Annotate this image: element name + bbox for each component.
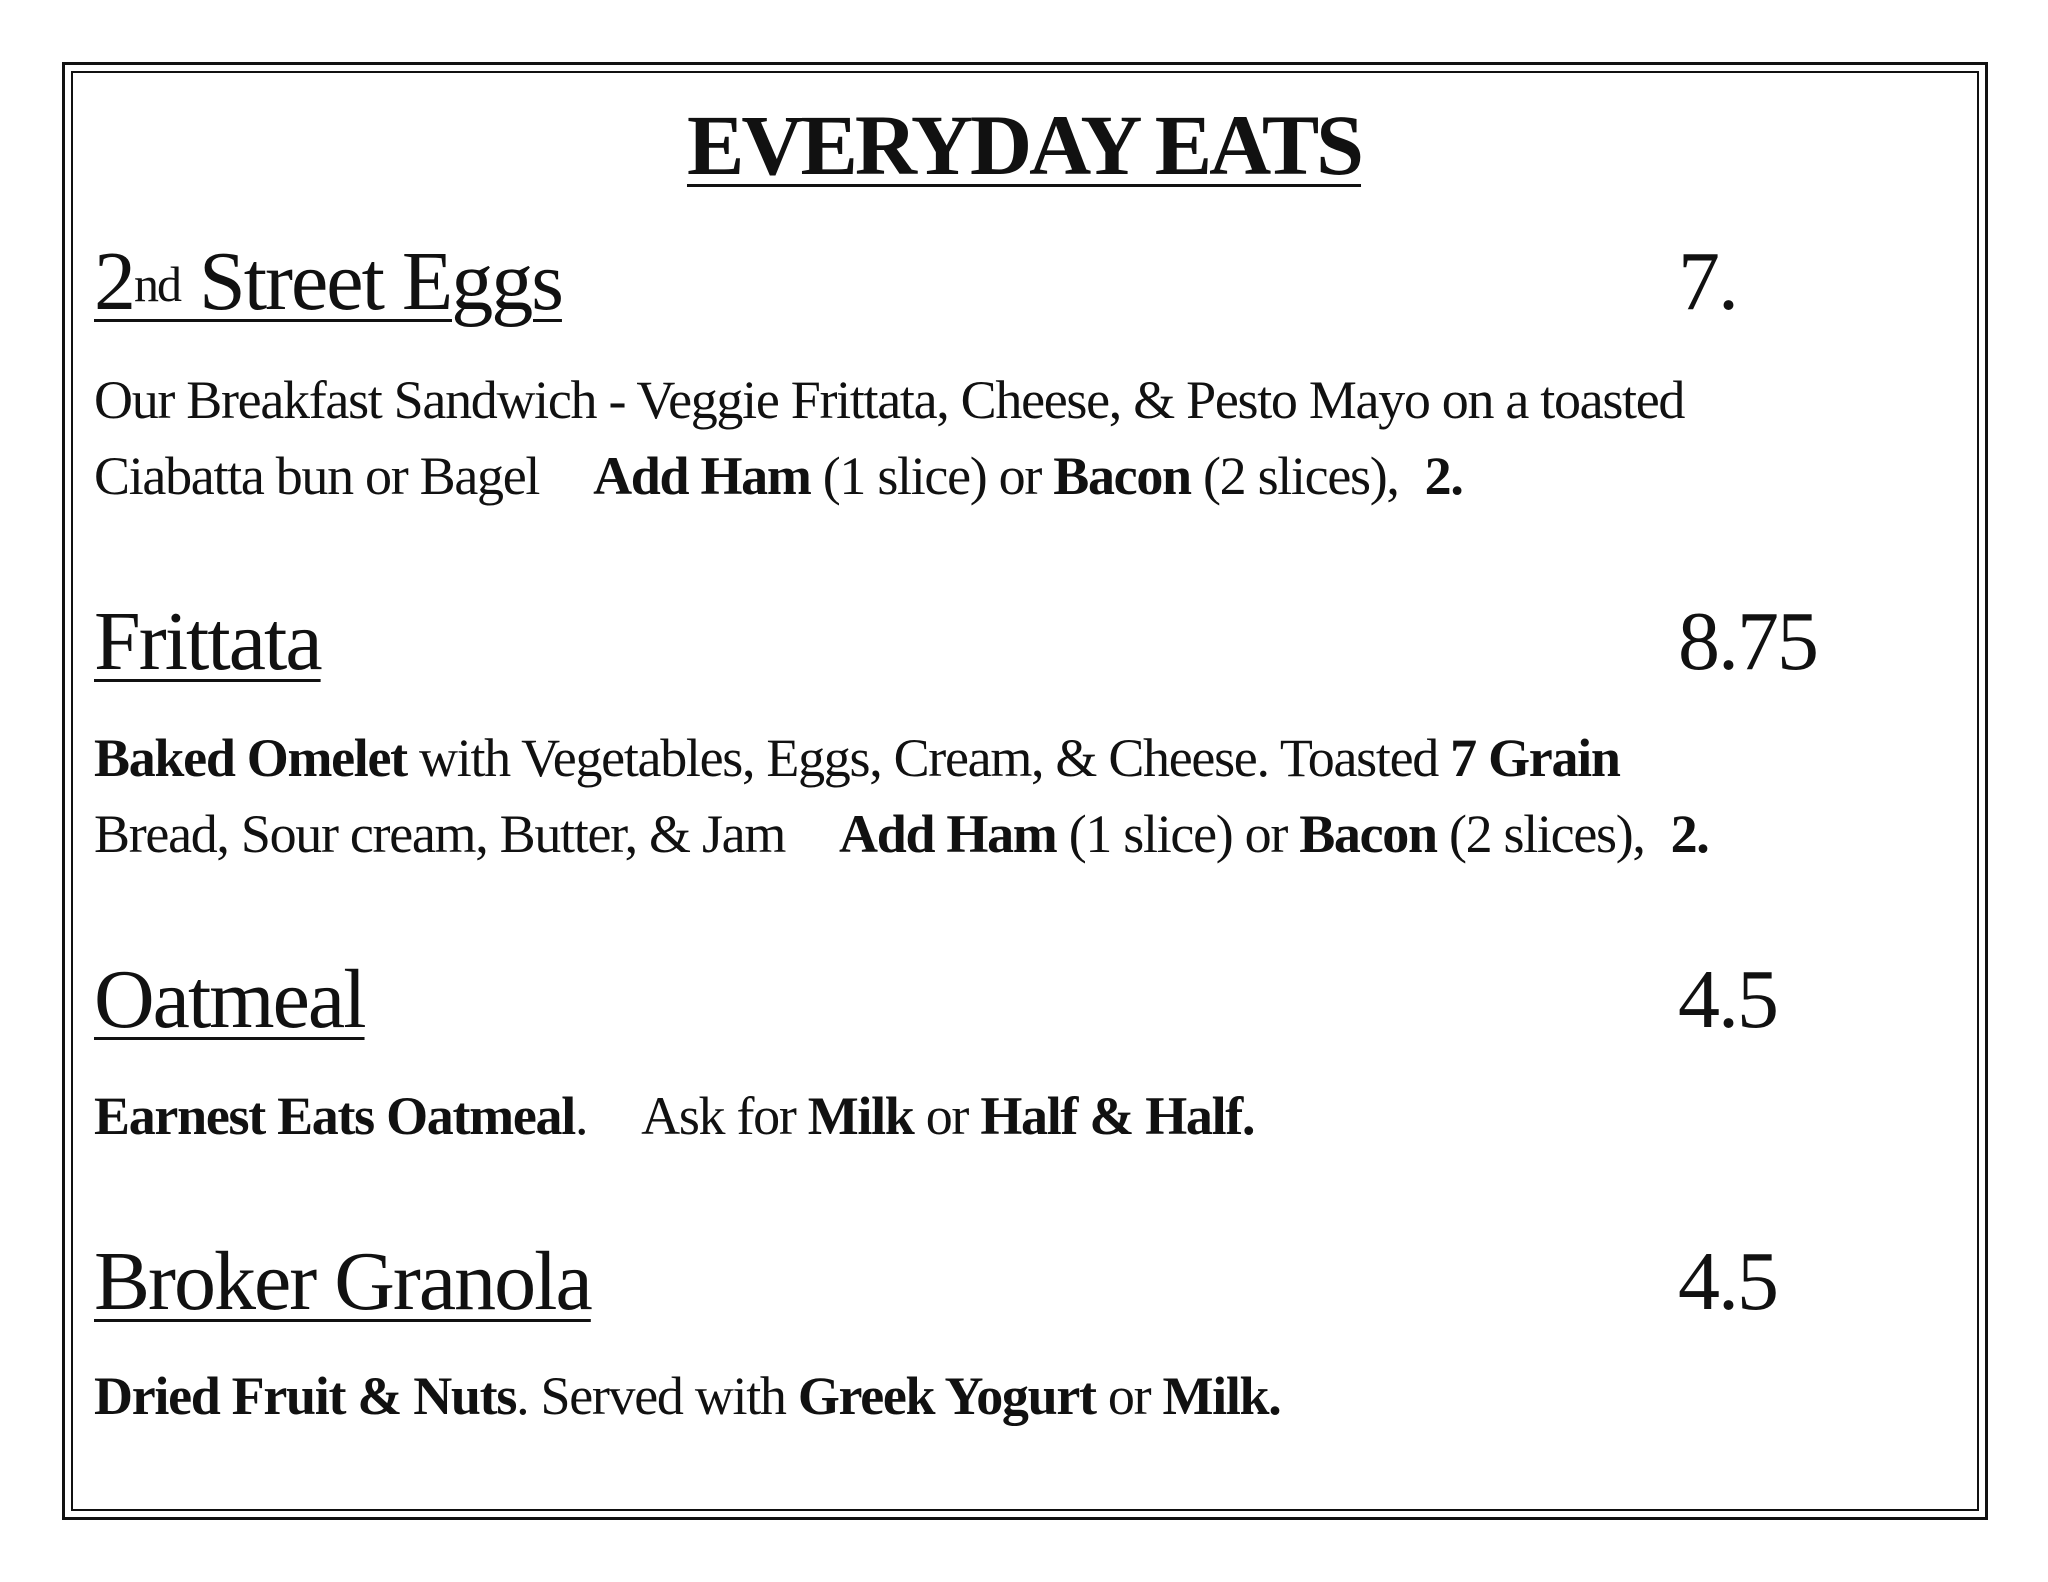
desc-text: . bbox=[574, 1086, 588, 1146]
menu-title bbox=[0, 97, 2048, 193]
item-name-broker-granola-text: Broker Granola bbox=[94, 1235, 591, 1328]
desc-addon-bacon: Bacon bbox=[1053, 446, 1191, 506]
desc-text: Bread, Sour cream, Butter, & Jam bbox=[94, 804, 786, 864]
item-price-broker-granola: 4.5 bbox=[1678, 1235, 1777, 1328]
desc-text: Ask for bbox=[641, 1086, 808, 1146]
item-name-rest: Street Eggs bbox=[180, 235, 562, 328]
desc-highlight: Baked Omelet bbox=[94, 728, 407, 788]
desc-addon-bacon: Bacon bbox=[1299, 804, 1437, 864]
item-name-frittata bbox=[94, 595, 321, 688]
item-price-street-eggs: 7. bbox=[1678, 235, 1737, 328]
item-name-oatmeal bbox=[94, 953, 365, 1046]
desc-addon-ham: Add Ham bbox=[593, 446, 811, 506]
item-desc-oatmeal bbox=[94, 1078, 1974, 1154]
desc-text: or bbox=[913, 1086, 981, 1146]
item-name-street-eggs-text bbox=[94, 235, 562, 328]
desc-text: or bbox=[1095, 1366, 1163, 1426]
desc-addon-ham: Add Ham bbox=[839, 804, 1057, 864]
item-name-oatmeal-text: Oatmeal bbox=[94, 953, 365, 1046]
item-desc-frittata bbox=[94, 720, 1974, 872]
item-price-frittata: 8.75 bbox=[1678, 595, 1817, 688]
item-desc-street-eggs bbox=[94, 362, 1974, 514]
desc-line: Our Breakfast Sandwich - Veggie Frittata, Cheese, & Pesto Mayo on a toasted bbox=[94, 370, 1685, 430]
desc-text: with Vegetables, Eggs, Cream, & Cheese. Toasted bbox=[406, 728, 1451, 788]
item-name-frittata-text: Frittata bbox=[94, 595, 321, 688]
desc-text: (2 slices), bbox=[1190, 446, 1399, 506]
desc-addon-price: 2. bbox=[1424, 446, 1463, 506]
item-name-superscript: nd bbox=[134, 256, 180, 312]
item-price-oatmeal: 4.5 bbox=[1678, 953, 1777, 1046]
desc-text: (1 slice) or bbox=[810, 446, 1054, 506]
item-name-number: 2 bbox=[94, 235, 134, 328]
desc-addon-price: 2. bbox=[1670, 804, 1709, 864]
desc-text: (1 slice) or bbox=[1056, 804, 1300, 864]
item-name-broker-granola bbox=[94, 1235, 591, 1328]
desc-text: (2 slices), bbox=[1436, 804, 1645, 864]
item-desc-broker-granola bbox=[94, 1358, 1974, 1434]
desc-highlight: Greek Yogurt bbox=[797, 1366, 1096, 1426]
desc-highlight: Milk. bbox=[1162, 1366, 1281, 1426]
desc-highlight: 7 Grain bbox=[1450, 728, 1620, 788]
desc-highlight: Earnest Eats Oatmeal bbox=[94, 1086, 575, 1146]
desc-text: . Served with bbox=[516, 1366, 798, 1426]
desc-highlight: Half & Half. bbox=[980, 1086, 1255, 1146]
desc-text: Ciabatta bun or Bagel bbox=[94, 446, 540, 506]
desc-highlight: Milk bbox=[807, 1086, 914, 1146]
item-name-street-eggs bbox=[94, 235, 562, 328]
menu-title-text: EVERYDAY EATS bbox=[686, 97, 1362, 193]
desc-highlight: Dried Fruit & Nuts bbox=[94, 1366, 517, 1426]
